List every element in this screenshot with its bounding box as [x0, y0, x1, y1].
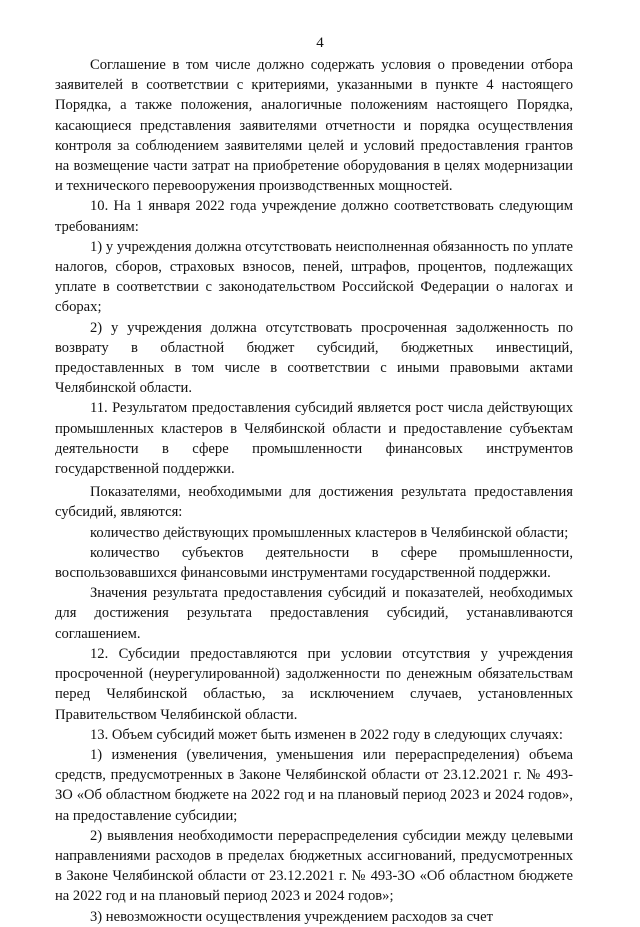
paragraph: 2) выявления необходимости перераспределения субсидии между целевыми направлениями расходов в пределах бюджетных ассигнований, предусмотренных в Законе Челябинской области от 23.12.2021 г. № 493-ЗО «Об областном бюджете на 2022 год и на плановый период 2023 и 2024 годов»;	[55, 827, 573, 905]
paragraph: Показателями, необходимыми для достижения результата предоставления субсидий, являются:	[55, 484, 573, 521]
paragraph: 12. Субсидии предоставляются при условии отсутствия у учреждения просроченной (неурегулированной) задолженности по денежным обязательствам перед Челябинской областью, за исключением случаев, установленных Правительством Челябинской области.	[55, 645, 573, 723]
paragraph: 2) у учреждения должна отсутствовать просроченная задолженность по возврату в областной бюджет субсидий, бюджетных инвестиций, предоставленных в том числе в соответствии с иными правовыми актами Челябинской области.	[55, 319, 573, 397]
paragraph: 13. Объем субсидий может быть изменен в 2022 году в следующих случаях:	[90, 726, 563, 743]
paragraph: количество действующих промышленных кластеров в Челябинской области;	[90, 524, 569, 541]
paragraph: 1) у учреждения должна отсутствовать неисполненная обязанность по уплате налогов, сборов, страховых взносов, пеней, штрафов, процентов, подлежащих уплате в соответствии с законодательством Российской Федерации о налогах и сборах;	[55, 238, 573, 316]
paragraph: 11. Результатом предоставления субсидий является рост числа действующих промышленных кластеров в Челябинской области и предоставление субъектам деятельности в сфере промышленности финансовых инструментов государственной поддержки.	[55, 400, 573, 478]
paragraph: 1) изменения (увеличения, уменьшения или перераспределения) объема средств, предусмотренных в Законе Челябинской области от 23.12.2021 г. № 493-ЗО «Об областном бюджете на 2022 год и на плановый период 2023 и 2024 годов», на предоставление субсидии;	[55, 746, 573, 824]
document-body	[55, 55, 573, 927]
paragraph: количество субъектов деятельности в сфере промышленности, воспользовавшихся финансовыми инструментами государственной поддержки.	[55, 544, 573, 582]
paragraph: Соглашение в том числе должно содержать условия о проведении отбора заявителей в соответствии с критериями, указанными в пункте 4 настоящего Порядка, а также положения, аналогичные положениям настоящего Порядка, касающиеся представления заявителями отчетности и порядка осуществления контроля за соблюдением заявителями целей и условий предоставления грантов на возмещение части затрат на приобретение оборудования в целях модернизации и технического перевооружения производственных мощностей.	[55, 57, 573, 195]
paragraph: 10. На 1 января 2022 года учреждение должно соответствовать следующим требованиям:	[55, 198, 573, 235]
paragraph: 3) невозможности осуществления учреждением расходов за счет	[90, 908, 493, 925]
paragraph: Значения результата предоставления субсидий и показателей, необходимых для достижения результата предоставления субсидий, устанавливаются соглашением.	[55, 585, 573, 642]
page-number: 4	[316, 35, 324, 51]
